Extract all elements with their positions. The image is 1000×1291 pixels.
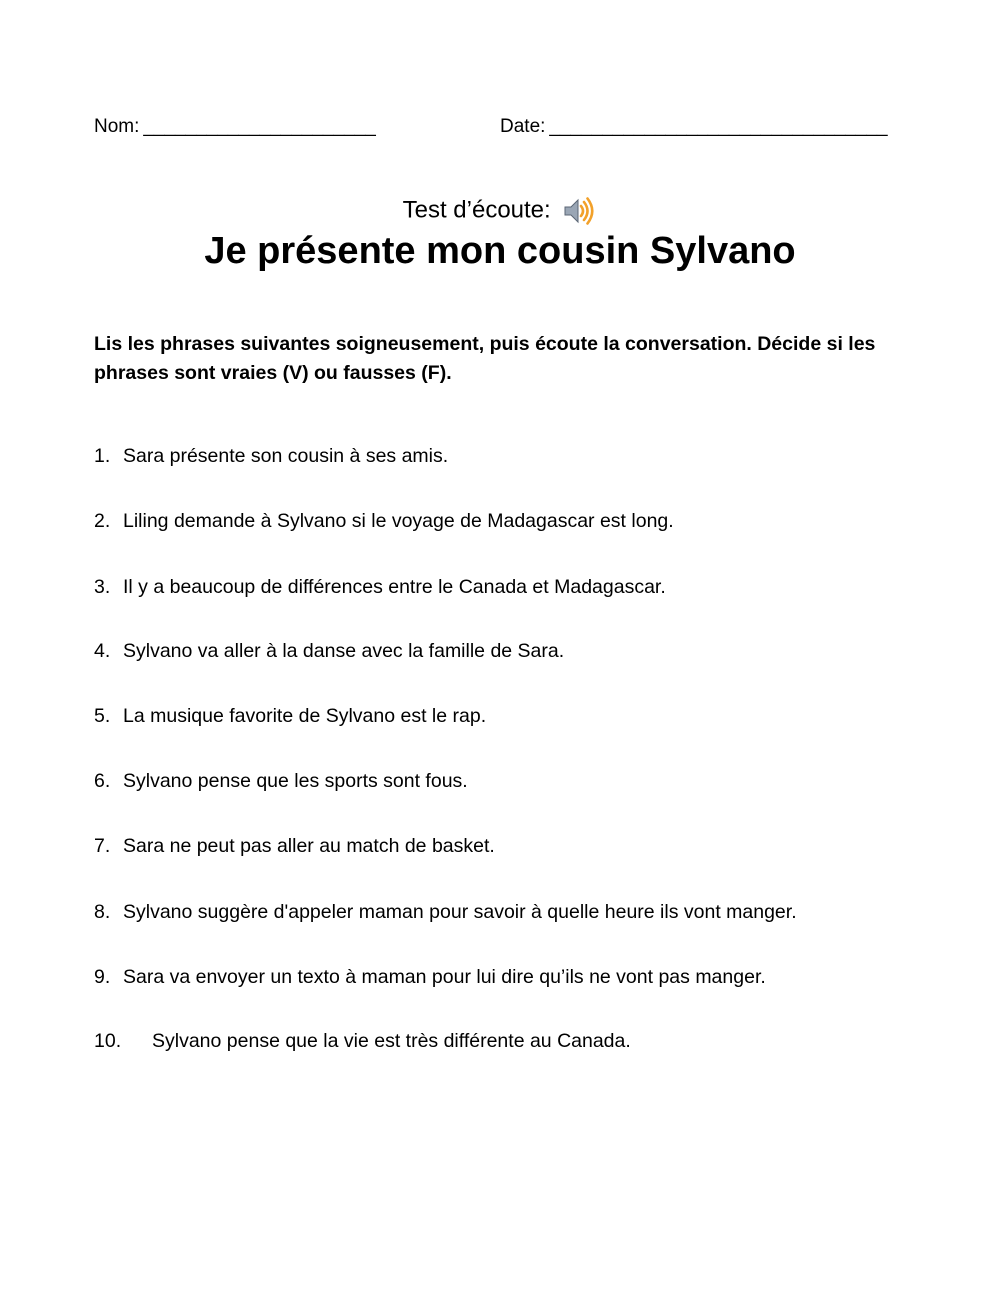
name-field[interactable]	[94, 116, 376, 138]
question-number: 9.	[94, 966, 111, 988]
question-number: 10.	[94, 1030, 122, 1052]
question-item	[94, 703, 934, 729]
question-item	[94, 574, 934, 600]
question-text: Sylvano pense que les sports sont fous.	[123, 770, 468, 792]
question-text: Sara présente son cousin à ses amis.	[123, 445, 449, 467]
name-blank-line[interactable]: ______________________	[143, 116, 376, 137]
question-item	[94, 443, 934, 469]
question-item	[94, 508, 934, 534]
subtitle-text: Test d’écoute:	[402, 196, 551, 224]
page-title: Je présente mon cousin Sylvano	[204, 230, 796, 272]
date-blank-line[interactable]: ________________________________	[549, 116, 888, 137]
question-number: 8.	[94, 901, 111, 923]
speaker-icon[interactable]	[563, 196, 597, 226]
question-number: 7.	[94, 835, 111, 857]
subtitle	[0, 194, 1000, 227]
question-number: 6.	[94, 770, 111, 792]
question-number: 2.	[94, 510, 111, 532]
question-number: 3.	[94, 576, 111, 598]
question-text: Sara ne peut pas aller au match de basket.	[123, 835, 495, 857]
question-text: La musique favorite de Sylvano est le rap.	[123, 705, 487, 727]
question-item	[94, 899, 934, 925]
question-item	[94, 768, 934, 794]
date-label: Date:	[500, 116, 546, 137]
question-item	[94, 833, 934, 859]
instructions: Lis les phrases suivantes soigneusement, puis écoute la conversation. Décide si les phrases sont vraies (V) ou fausses (F).	[94, 333, 876, 384]
question-number: 5.	[94, 705, 111, 727]
question-number: 1.	[94, 445, 111, 467]
question-text: Il y a beaucoup de différences entre le Canada et Madagascar.	[123, 576, 666, 598]
question-text: Sylvano va aller à la danse avec la famille de Sara.	[123, 640, 565, 662]
question-text: Sylvano pense que la vie est très différente au Canada.	[152, 1030, 631, 1052]
question-text: Sylvano suggère d'appeler maman pour savoir à quelle heure ils vont manger.	[123, 901, 797, 923]
question-text: Liling demande à Sylvano si le voyage de Madagascar est long.	[123, 510, 674, 532]
question-number: 4.	[94, 640, 111, 662]
question-item	[94, 964, 934, 990]
question-item	[94, 638, 934, 664]
question-text: Sara va envoyer un texto à maman pour lui dire qu’ils ne vont pas manger.	[123, 966, 766, 988]
name-label: Nom:	[94, 116, 140, 137]
header-row	[94, 116, 914, 140]
date-field[interactable]	[500, 116, 888, 138]
question-item	[94, 1028, 934, 1054]
